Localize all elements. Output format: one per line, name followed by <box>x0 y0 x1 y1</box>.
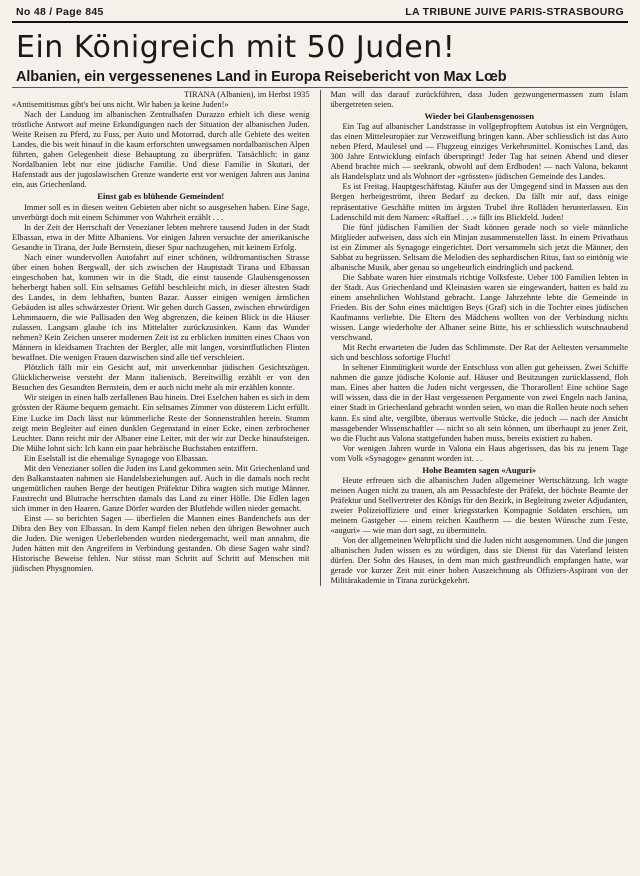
article-paragraph: Heute erfreuen sich die albanischen Juden allgemeiner Wertschätzung. Ich wagte meinen Augen nicht zu trauen, als am Pessachfeste der Präfekt, der höchste Beamte der Präfektur und Stellvertreter des Königs für den Bezirk, in Begleitung zweier Adjudanten, zweier Polizeioffiziere und einer kriegsstarken Kompagnie Soldaten erschien, um meinem Gastgeber — einem reichen Kaufherrn — die besten Wünsche zum Feste, «auguri» — wie man dort sagt, zu übermitteln. <box>330 475 628 536</box>
article-paragraph: Man will das darauf zurückführen, dass Juden gezwungenermassen zum Islam übergetreten seien. <box>330 90 628 110</box>
article-paragraph: Die Sabbate waren hier einstmals richtige Volksfeste. Ueber 100 Familien lebten in der Stadt. Aus Griechenland und Kleinasien waren sie eingewandert, hatten es bald zu einem ansehnlichen Wohlstand gebracht. Lange Jahrzehnte lebte die Gemeinde in Frieden. Bis der Sohn eines mächtigen Beys (Graf) sich in die Tochter eines jüdischen Kaufmanns verliebte. Die Eltern des Mädchens wollten von der Verbindung nichts wissen. Lange wiederholte der Albaner seine Bitte, bis er schliesslich wutschnaubend verschwand. <box>330 272 628 343</box>
article-paragraph: Vor wenigen Jahren wurde in Valona ein Haus abgerissen, das bis zu jenem Tage vom Volk «Synagoge» genannt worden ist. . . <box>330 443 628 463</box>
article-paragraph: Nach einer wundervollen Autofahrt auf einer schönen, wildromantischen Strasse über einen hohen Bergwall, der sich zwischen der Hauptstadt Tirana und Elbassan eingeschoben hat, kommen wir in die Stadt, die einst tausende Glaubensgenossen beherbergt haben soll. Ein seltsames Gefühl beschleicht mich, in dieser ältesten Stadt des Landes, in dem lebhaften, bunten Bazar. Ausser einigen wenigen ärmlichen Gebäuden ist alles schwärzester Orient. Wir gehen durch Gassen, zwischen ehrwürdigen Lehmmauern, die wie Pallisaden den Weg abgrenzen, die keinen Blick in die Häuser zulassen. Langsam glaube ich ins Mittelalter zurückzusinken. Kann das Wunder nehmen? Kein Zeichen unserer modernen Zeit ist zu erblicken inmitten eines Chaos von Männern in kleidsamen Trachten der Bergler, alle mit langen, vorsintflutlichen Flinten bewaffnet. Die wenigen Frauen dazwischen sind alle tief verschleiert. <box>12 252 310 363</box>
section-heading: Wieder bei Glaubensgenossen <box>424 111 534 122</box>
article-paragraph: Mit Recht erwarteten die Juden das Schlimmste. Der Rat der Aeltesten versammelte sich und beschloss sofortige Flucht! <box>330 343 628 363</box>
article-paragraph: Mit den Venezianer sollen die Juden ins Land gekommen sein. Mit Griechenland und den Balkanstaaten nahmen sie Handelsbeziehungen auf. Auch in die damals noch recht ungemütlichen rauhen Berge der heutigen Präfektur Dibra wagten sich mutige Männer. Faustrecht und Blutrache herrschten damals das Land zu einer Hölle. Die Edlen lagen sich immer in den Haaren. Ganze Dörfer wurden der Blutfehde willen nieder gemacht. <box>12 463 310 513</box>
article-paragraph: Einst — so berichten Sagen — überfielen die Mannen eines Bandenchefs aus der Dibra den Bey von Elbassan. In dem Kampf fielen neben den übrigen Bewohner auch die Juden. Die wenigen Ueberlebenden wurden niedergemacht, weil man annahm, die Juden hätten mit den Angreifern in Verbindung gestanden. Ob diese Sagen wahr sind? Historische Beweise fehlen. Nur stösst man Schritt auf Schritt auf Menschen mit jüdischen Physgnomien. <box>12 513 310 574</box>
article-paragraph: «Antisemitismus gibt's bei uns nicht. Wir haben ja keine Juden!» <box>12 100 229 110</box>
column-divider <box>320 90 321 586</box>
article-paragraph: In der Zeit der Herrschaft der Venezianer lebten mehrere tausend Juden in der Stadt Elbassan, etwa in der Mitte Albaniens. Vor einigen Jahren versuchte der amerikanische Gesandte in Tirana, der Jude Bernstein, dieser Spur nachzugehen, mit keinem Erfolg. <box>12 222 310 252</box>
article-paragraph: Die fünf jüdischen Familien der Stadt können gerade noch so viele männliche Mitglieder aufweisen, dass sich ein Minjan zusammenstellen lässt. In einem Privathaus ist ein Zimmer als Synagoge eingerichtet. Dort versammeln sich jetzt die Männer, den Sabbat zu begrüssen. Seltsam die Melodien des sephardischen Ritus, fast so eintönig wie albanische Musik, aber genau so ungeheurlich eindringlich und packend. <box>330 222 628 272</box>
article-paragraph: Ein Eselstall ist die ehemalige Synagoge von Elbassan. <box>24 453 208 463</box>
section-heading: Einst gab es blühende Gemeinden! <box>97 191 225 202</box>
publication-name: LA TRIBUNE JUIVE PARIS-STRASBOURG <box>405 6 624 18</box>
section-heading: Hohe Beamten sagen «Auguri» <box>422 464 537 475</box>
article-body <box>12 87 628 586</box>
article-column-right <box>331 90 629 586</box>
article-paragraph: Nach der Landung im albanischen Zentralhafen Durazzo erhielt ich diese wenig tröstliche Antwort auf meine Erkundigungen nach der Situation der albanischen Juden. Weite Reisen zu Pferd, zu Fuss, per Auto und Motorrad, durch alle Gebiete des weiten Landes, die bis weit hinauf in die kaum erforschten unwegsamen nordalbanischen Alpen führten, gaben Gelegenheit diese Behauptung zu überprüfen. Tatsächlich: in ganz Nordalbanien lebt nur eine jüdische Familie. Und diese Familie in Skutari, der Hafenstadt aus der jugoslawischen Grenze wanderte erst vor wenigen Jahren aus Janina ein, aus Griechenland. <box>12 110 310 190</box>
article-paragraph: Immer soll es in diesen weiten Gebieten aber nicht so ausgesehen haben. Eine Sage, unverbürgt doch mit einem Schimmer von Wahrheit erzählt . . . <box>12 202 310 222</box>
article-subtitle: Albanien, ein vergessenenes Land in Europa Reisebericht von Max Lœb <box>16 69 507 85</box>
article-dateline: TIRANA (Albanien), im Herbst 1935 <box>184 90 310 99</box>
article-paragraph: Ein Tag auf albanischer Landstrasse in vollgepfropftem Autobus ist ein Vergnügen, das einen Mitteleuropäer zur Verzweiflung bringen kann. Aber schliesslich ist das Auto neben Pferd, Maulesel und — Flugzeug einziges Verkehrsmittel. Komisches Land, das 300 Jahre Entwicklung einfach überspringt! Jeder Tag hat seinen Abend und dieser Abend brachte mich — seekrank, obwohl auf dem Erdboden! — nach Valona, bekannt als Handelsplatz und als Wohnort der «grössten» jüdischen Gemeinde des Landes. <box>330 122 628 182</box>
article-paragraph: Plötzlich fällt mir ein Gesicht auf, mit unverkennbar jüdischen Gesichtszügen. Glücklicherweise versteht der Mann italienisch. Bereitwillig erzählt er von den Besuchen des Gesandten Bernstein, dem er auch nicht mehr als mir erzählen konnte. <box>12 363 310 393</box>
article-paragraph: Es ist Freitag. Hauptgeschäftstag. Käufer aus der Umgegend sind in Massen aus den Bergen herbeigeströmt, ihren Bedarf zu decken. Da fällt mir auf, dass einige repräsentative Geschäfte mitten im ärgsten Trubel ihre Rolläden herunterlassen. Ein Ladenschild mit dem Namen: «Raffael . . .» fällt ins Blickfeld. Juden! <box>330 182 628 222</box>
article-paragraph: In seltener Einmütigkeit wurde der Entschluss von allen gut geheissen. Zwei Schiffe nahmen die ganze jüdische Kolonie auf. Häuser und Besitzungen zurücklassend, floh man. Eines aber hatten die Juden nicht vergessen, die Thorarollen! Eine schöne Sage will wissen, dass die in der Hast vergessenen Pergamente von zwei Engeln nach Janina, einer Stadt in Griechenland gebracht worden seien, wo man die Rollen heute noch sehen kann. Es sind alte, vergilbte, überaus wertvolle Stücke, die jedoch — nach der Ansicht massgebender Wissenschaftler — nicht so alt sein können, um überhaupt zu jener Zeit, wo die Flucht aus Valona stattgefunden haben muss, bereits existiert zu haben. <box>330 363 628 443</box>
issue-page-number: No 48 / Page 845 <box>16 6 104 18</box>
article-paragraph: Wir steigen in einen halb zerfallenen Bau hinein. Drei Eselchen haben es sich in dem grössten der Räume bequem gemacht. Ein seltsames Zimmer von düsterem Licht erfüllt. Eine Lucke im Dach lässt nur kümmerliche Reste der Sonnenstrahlen herein. Stumm zeigt mein Begleiter auf einen dunklen Gegenstand in einer Ecke, einen zerbrochener Leuchter. Dann reicht mir der Albaner eine Leiter, mit der wir zur Decke hinaufsteigen. Die Mühe lohnt sich: Ich kann ein paar hebräische Buchstaben entziffern. <box>12 393 310 453</box>
article-paragraph: Von der allgemeinen Wehrpflicht sind die Juden nicht ausgenommen. Und die jungen albanischen Juden wissen es zu würdigen, dass sie Dienst für das Vaterland leisten dürfen. Der Sohn des Hauses, in dem man mich gastfreundlich empfangen hatte, war gerade vor kurzer Zeit mit einer hohen Auszeichnung als Offiziers-Aspirant von der Militärakademie in Tirana zurückgekehrt. <box>330 536 628 586</box>
article-headline: Ein Königreich mit 50 Juden! <box>16 30 456 65</box>
article-column-left <box>12 90 310 586</box>
running-header <box>12 6 628 23</box>
